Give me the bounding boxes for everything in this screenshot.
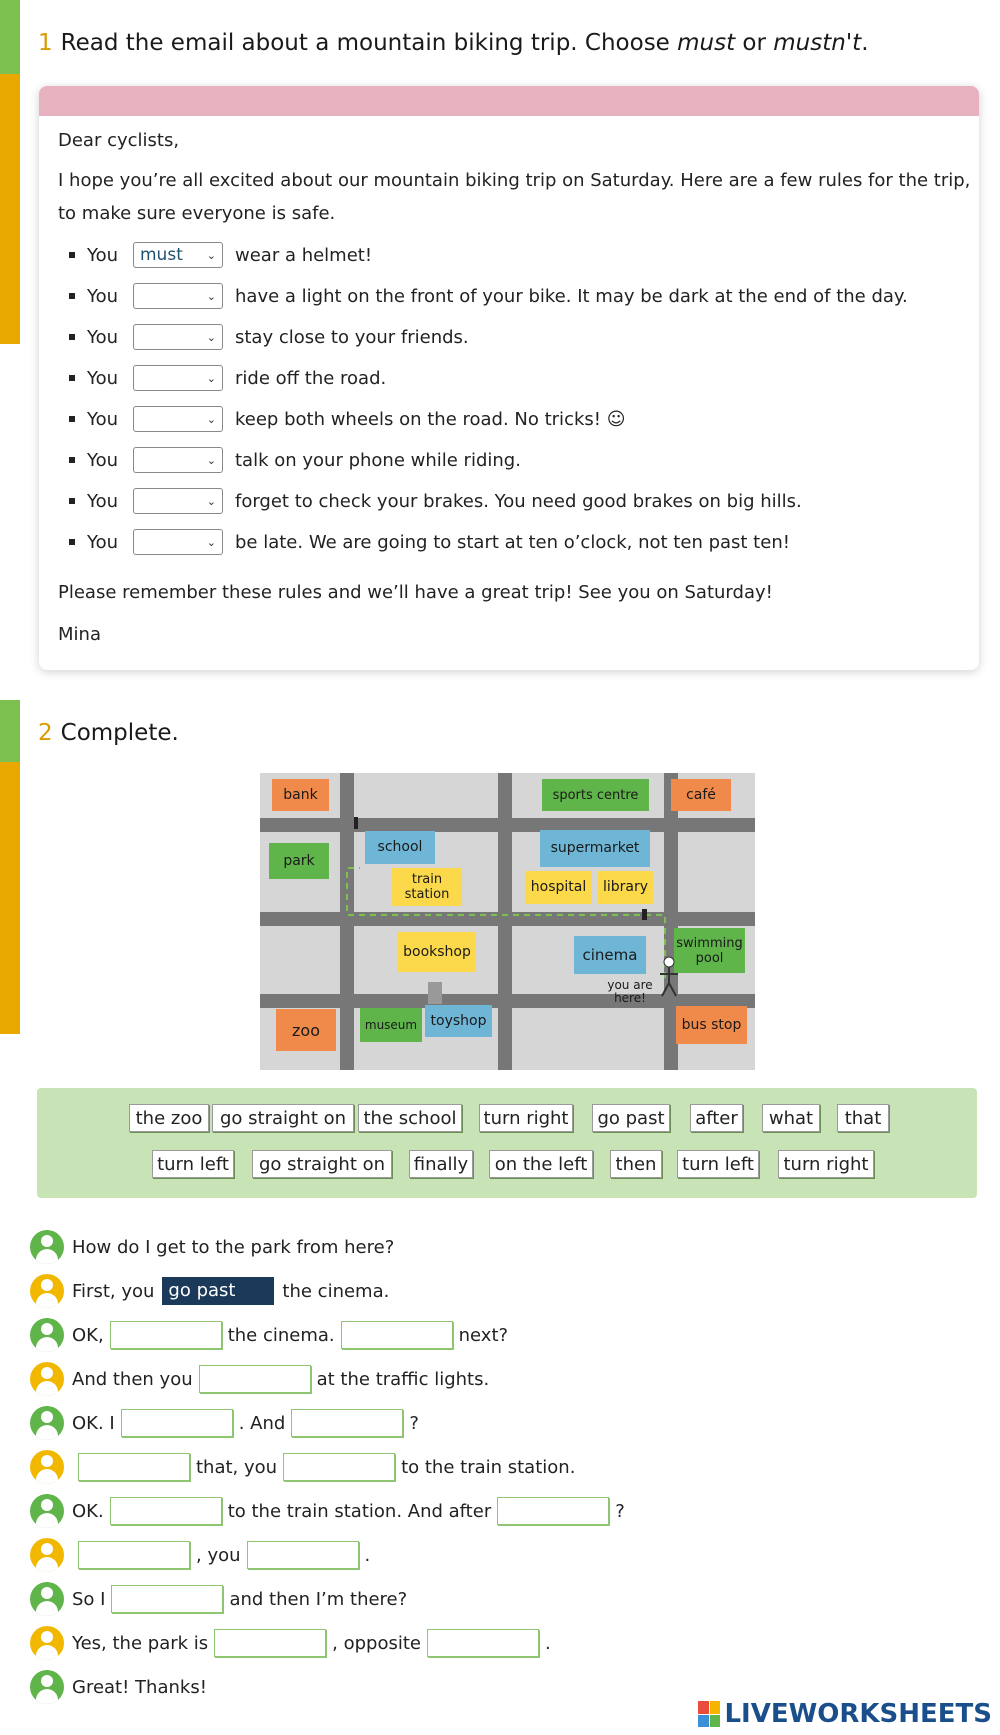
liveworksheets-logo-icon: [698, 1701, 720, 1727]
train-label-2: station: [404, 887, 450, 902]
avatar-icon: [30, 1538, 64, 1572]
must-mustnt-select[interactable]: [133, 529, 223, 555]
chevron-down-icon: ⌄: [206, 248, 216, 262]
map-cafe: café: [671, 779, 731, 811]
traffic-light: [428, 982, 442, 1004]
here-label: here!: [614, 991, 646, 1005]
train-label-1: train: [411, 872, 443, 887]
word-chip[interactable]: finally: [409, 1150, 473, 1178]
chevron-down-icon: ⌄: [206, 494, 216, 508]
section2-stripe-top: [0, 700, 20, 762]
answer-field[interactable]: [110, 1497, 222, 1525]
avatar-icon: [30, 1626, 64, 1660]
email-greeting: Dear cyclists,: [58, 130, 180, 151]
dialogue-text: the cinema.: [227, 1324, 335, 1346]
exercise-2-number: 2: [38, 720, 53, 746]
chevron-down-icon: ⌄: [206, 371, 216, 385]
rule-text: wear a helmet!: [235, 244, 373, 266]
email-closing: Please remember these rules and we’ll have a great trip! See you on Saturday!: [58, 582, 773, 603]
map-cinema: cinema: [574, 936, 646, 974]
dialogue-line: [30, 1229, 394, 1265]
word-bank: [37, 1088, 977, 1198]
title-text: Complete.: [60, 720, 179, 746]
answer-field[interactable]: [291, 1409, 403, 1437]
map-supermarket: supermarket: [540, 830, 650, 867]
dialogue-text: Yes, the park is: [72, 1632, 209, 1654]
bullet: [69, 416, 75, 422]
map-library: library: [598, 871, 653, 904]
bullet: [69, 375, 75, 381]
section1-stripe-bottom: [0, 74, 20, 344]
map-museum: museum: [360, 1008, 422, 1042]
chevron-down-icon: ⌄: [206, 330, 216, 344]
town-map: [260, 773, 755, 1070]
person-icon: [658, 956, 680, 998]
answer-field[interactable]: [121, 1409, 233, 1437]
dialogue-text: ?: [615, 1500, 625, 1522]
avatar-icon: [30, 1318, 64, 1352]
avatar-icon: [30, 1670, 64, 1704]
dialogue-line: [30, 1317, 508, 1353]
word-chip[interactable]: the school: [358, 1104, 462, 1132]
word-chip[interactable]: after: [690, 1104, 743, 1132]
rule-text: be late. We are going to start at ten o’clock, not ten past ten!: [235, 531, 790, 553]
chevron-down-icon: ⌄: [206, 535, 216, 549]
dialogue-text: OK,: [72, 1324, 104, 1346]
answer-field[interactable]: [78, 1541, 190, 1569]
rule-text: ride off the road.: [235, 367, 387, 389]
rule-row: [39, 445, 521, 475]
map-school: school: [365, 831, 435, 864]
word-chip[interactable]: what: [762, 1104, 820, 1132]
answer-field[interactable]: [283, 1453, 395, 1481]
rule-row: [39, 281, 908, 311]
dialogue-text: and then I’m there?: [229, 1588, 408, 1610]
pool-label-1: swimming: [676, 935, 743, 951]
dialogue-text: How do I get to the park from here?: [72, 1236, 395, 1258]
dialogue-text: . And: [238, 1412, 286, 1434]
dialogue-line: [30, 1449, 575, 1485]
title-mustnt: mustn't: [773, 30, 862, 56]
map-bank: bank: [272, 779, 329, 811]
exercise-1-title: [38, 30, 869, 56]
map-train-station: [392, 868, 462, 906]
dialogue-text: So I: [72, 1588, 106, 1610]
rule-you: You: [87, 367, 119, 389]
answer-field[interactable]: [214, 1629, 326, 1657]
email-header-bar: [39, 86, 979, 116]
answer-field[interactable]: [111, 1585, 223, 1613]
avatar-icon: [30, 1406, 64, 1440]
map-zoo: zoo: [276, 1009, 336, 1051]
map-bus-stop: bus stop: [676, 1006, 747, 1044]
pool-label-2: pool: [695, 950, 724, 966]
logo-text: LIVEWORKSHEETS: [724, 1699, 992, 1729]
dialogue-text: , opposite: [332, 1632, 421, 1654]
dialogue-text: OK.: [72, 1500, 104, 1522]
liveworksheets-logo[interactable]: [698, 1699, 992, 1729]
rule-you: You: [87, 244, 119, 266]
you-are-label: you are: [607, 978, 653, 992]
word-chip[interactable]: that: [837, 1104, 889, 1132]
rule-you: You: [87, 408, 119, 430]
rule-row: [39, 404, 625, 434]
must-mustnt-select[interactable]: [133, 447, 223, 473]
rule-row: [39, 527, 790, 557]
answer-field[interactable]: [427, 1629, 539, 1657]
must-mustnt-select[interactable]: [133, 406, 223, 432]
must-mustnt-select[interactable]: [133, 283, 223, 309]
answer-field-filled[interactable]: go past: [162, 1277, 274, 1305]
map-park: park: [269, 843, 329, 879]
rule-you: You: [87, 531, 119, 553]
dialogue-text: ?: [409, 1412, 419, 1434]
word-chip[interactable]: go past: [592, 1104, 670, 1132]
map-swimming-pool: [674, 928, 745, 973]
avatar-icon: [30, 1494, 64, 1528]
section1-stripe-top: [0, 0, 20, 74]
dialogue-text: at the traffic lights.: [316, 1368, 490, 1390]
word-chip[interactable]: turn left: [677, 1150, 759, 1178]
dialogue-line: [30, 1669, 207, 1705]
map-bookshop: bookshop: [398, 932, 476, 972]
rule-text: talk on your phone while riding.: [235, 449, 521, 471]
avatar-icon: [30, 1230, 64, 1264]
dialogue-text: the cinema.: [282, 1280, 390, 1302]
chevron-down-icon: ⌄: [206, 453, 216, 467]
rule-you: You: [87, 326, 119, 348]
exercise-2-title: [38, 720, 179, 746]
answer-field[interactable]: [341, 1321, 453, 1349]
rule-row: [39, 322, 469, 352]
dialogue-text: to the train station.: [401, 1456, 576, 1478]
dialogue-text: to the train station. And after: [227, 1500, 492, 1522]
dialogue-text: First, you: [72, 1280, 155, 1302]
exercise-1-number: 1: [38, 30, 53, 56]
must-mustnt-select[interactable]: [133, 488, 223, 514]
answer-field[interactable]: [78, 1453, 190, 1481]
rule-row: [39, 240, 372, 270]
email-intro-line1: I hope you’re all excited about our mountain biking trip on Saturday. Here are a few rules for the trip,: [58, 170, 971, 191]
email-intro-line2: to make sure everyone is safe.: [58, 203, 336, 224]
word-chip[interactable]: go straight on: [212, 1104, 354, 1132]
email-signature: Mina: [58, 624, 101, 645]
must-mustnt-select[interactable]: [133, 365, 223, 391]
dialogue-line: [30, 1537, 370, 1573]
map-you-are-here: [600, 977, 660, 1007]
must-mustnt-select[interactable]: [133, 242, 223, 268]
section2-stripe-bottom: [0, 762, 20, 1034]
rule-you: You: [87, 449, 119, 471]
answer-field[interactable]: [199, 1365, 311, 1393]
dialogue-line: [30, 1493, 625, 1529]
dialogue-text: And then you: [72, 1368, 193, 1390]
word-chip[interactable]: on the left: [489, 1150, 593, 1178]
bullet: [69, 498, 75, 504]
rule-you: You: [87, 490, 119, 512]
word-chip[interactable]: go straight on: [252, 1150, 392, 1178]
avatar-icon: [30, 1362, 64, 1396]
title-text: Read the email about a mountain biking trip. Choose: [60, 30, 678, 56]
chevron-down-icon: ⌄: [206, 412, 216, 426]
bullet: [69, 252, 75, 258]
dialogue-line: [30, 1581, 407, 1617]
map-toyshop: toyshop: [425, 1005, 492, 1037]
word-chip[interactable]: turn left: [152, 1150, 234, 1178]
email-card: [39, 86, 979, 670]
rule-text: have a light on the front of your bike. It may be dark at the end of the day.: [235, 285, 908, 307]
rule-row: [39, 486, 802, 516]
dialogue-text: OK. I: [72, 1412, 115, 1434]
rule-row: [39, 363, 386, 393]
bullet: [69, 457, 75, 463]
rule-you: You: [87, 285, 119, 307]
rule-text: keep both wheels on the road. No tricks! ☺: [235, 408, 626, 430]
rule-text: forget to check your brakes. You need good brakes on big hills.: [235, 490, 802, 512]
map-hospital: hospital: [525, 871, 592, 904]
answer-field[interactable]: [110, 1321, 222, 1349]
bullet: [69, 334, 75, 340]
title-must: must: [677, 30, 736, 56]
avatar-icon: [30, 1274, 64, 1308]
word-chip[interactable]: turn right: [479, 1104, 573, 1132]
word-chip[interactable]: turn right: [778, 1150, 874, 1178]
dialogue-text: Great! Thanks!: [72, 1676, 207, 1698]
dialogue-text: next?: [458, 1324, 509, 1346]
dialogue-line: [30, 1361, 489, 1397]
must-mustnt-select[interactable]: [133, 324, 223, 350]
select-value: must: [140, 245, 183, 265]
avatar-icon: [30, 1450, 64, 1484]
dialogue-line: [30, 1625, 551, 1661]
rule-text: stay close to your friends.: [235, 326, 469, 348]
dialogue-line: [30, 1405, 419, 1441]
word-chip[interactable]: the zoo: [129, 1104, 209, 1132]
avatar-icon: [30, 1582, 64, 1616]
dialogue-text: .: [545, 1632, 551, 1654]
answer-field[interactable]: [247, 1541, 359, 1569]
dialogue-line: [30, 1273, 389, 1309]
dialogue-text: .: [364, 1544, 371, 1566]
title-end: .: [861, 30, 869, 56]
bullet: [69, 293, 75, 299]
map-sports-centre: sports centre: [542, 779, 649, 811]
answer-field[interactable]: [497, 1497, 609, 1525]
chevron-down-icon: ⌄: [206, 289, 216, 303]
word-chip[interactable]: then: [610, 1150, 662, 1178]
bullet: [69, 539, 75, 545]
dialogue-text: , you: [196, 1544, 241, 1566]
title-or: or: [735, 30, 774, 56]
dialogue-text: that, you: [196, 1456, 278, 1478]
